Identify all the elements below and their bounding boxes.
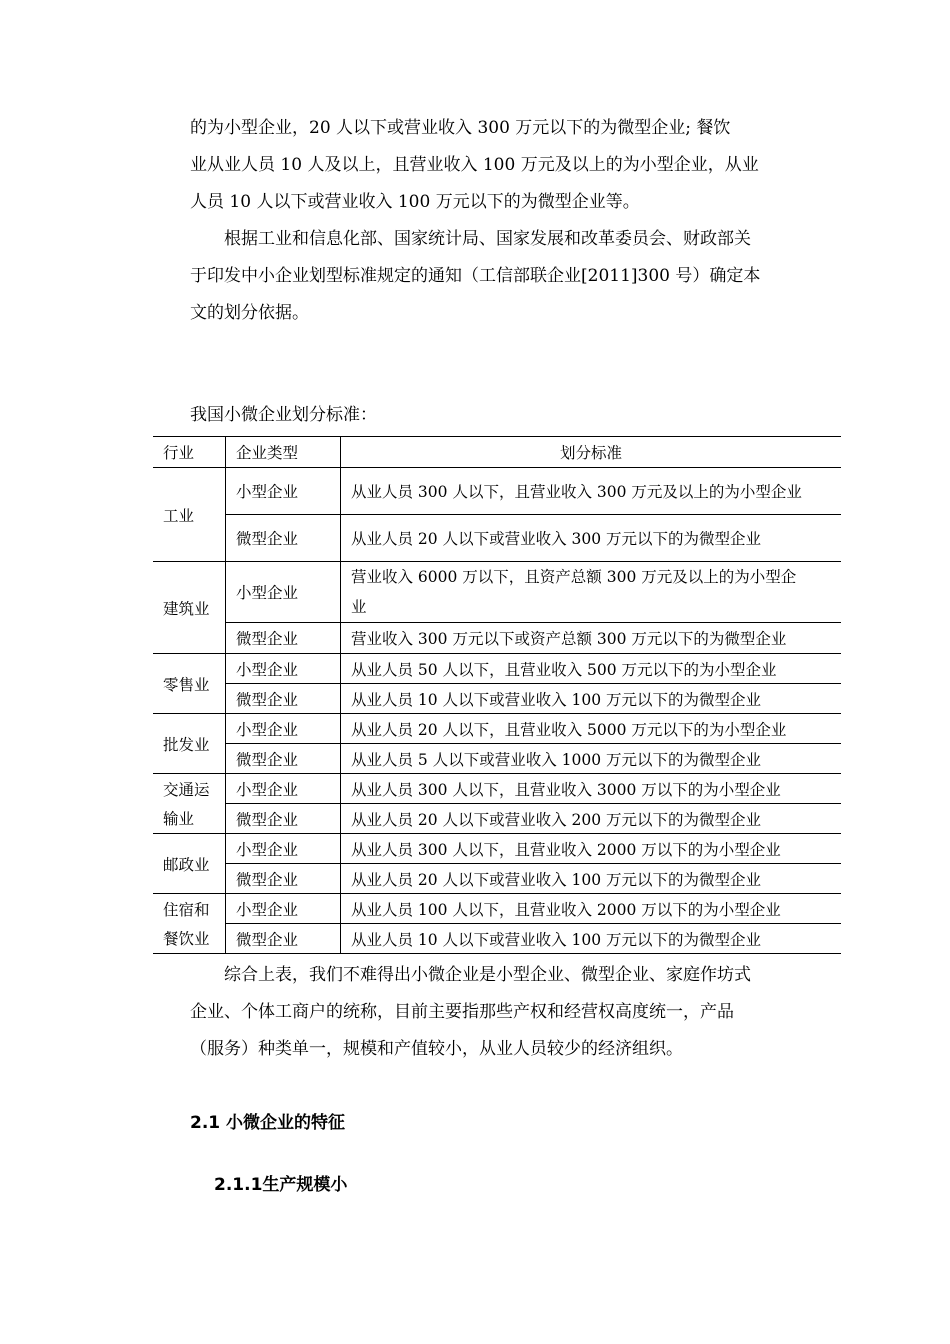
table-row (153, 623, 841, 654)
type-cell: 小型企业 (226, 774, 341, 804)
subsection-heading: 2.1.1生产规模小 (214, 1175, 348, 1195)
type-cell: 微型企业 (226, 804, 341, 834)
type-cell: 微型企业 (226, 744, 341, 774)
header-type: 企业类型 (226, 437, 341, 468)
text-line: 人员 10 人以下或营业收入 100 万元以下的为微型企业等。 (190, 192, 640, 212)
text-line: 业从业人员 10 人及以上，且营业收入 100 万元及以上的为小型企业，从业 (190, 155, 759, 175)
criteria-line: 营业收入 6000 万以下，且资产总额 300 万元及以上的为小型企 (351, 568, 797, 586)
criteria-cell: 营业收入 300 万元以下或资产总额 300 万元以下的为微型企业 (341, 623, 842, 654)
text-line: （服务）种类单一，规模和产值较小，从业人员较少的经济组织。 (190, 1039, 683, 1059)
criteria-cell: 从业人员 300 人以下，且营业收入 3000 万以下的为小型企业 (341, 774, 842, 804)
criteria-cell: 从业人员 20 人以下，且营业收入 5000 万元以下的为小型企业 (341, 714, 842, 744)
summary-paragraph (190, 957, 820, 1068)
industry-cell: 工业 (153, 468, 226, 562)
table-row (153, 864, 841, 894)
criteria-cell: 从业人员 20 人以下或营业收入 300 万元以下的为微型企业 (341, 515, 842, 562)
table-row (153, 894, 841, 924)
table-row (153, 804, 841, 834)
type-cell: 微型企业 (226, 684, 341, 714)
type-cell: 小型企业 (226, 562, 341, 623)
table-row (153, 468, 841, 515)
industry-cell: 住宿和 (153, 894, 226, 924)
type-cell: 小型企业 (226, 654, 341, 684)
type-cell: 微型企业 (226, 864, 341, 894)
section-heading: 2.1 小微企业的特征 (190, 1113, 346, 1133)
table-row (153, 774, 841, 804)
table-header-row (153, 437, 841, 468)
industry-cell: 零售业 (153, 654, 226, 714)
type-cell: 微型企业 (226, 623, 341, 654)
header-criteria: 划分标准 (341, 437, 842, 468)
intro-paragraph (190, 110, 820, 221)
table-row (153, 744, 841, 774)
table-row (153, 515, 841, 562)
type-cell: 微型企业 (226, 515, 341, 562)
industry-cell: 输业 (153, 804, 226, 834)
criteria-cell: 从业人员 20 人以下或营业收入 100 万元以下的为微型企业 (341, 864, 842, 894)
criteria-cell: 从业人员 5 人以下或营业收入 1000 万元以下的为微型企业 (341, 744, 842, 774)
type-cell: 微型企业 (226, 924, 341, 954)
industry-cell: 邮政业 (153, 834, 226, 894)
header-industry: 行业 (153, 437, 226, 468)
criteria-cell: 从业人员 100 人以下，且营业收入 2000 万以下的为小型企业 (341, 894, 842, 924)
text-line: 综合上表，我们不难得出小微企业是小型企业、微型企业、家庭作坊式 (224, 965, 751, 985)
table-row (153, 562, 841, 623)
classification-table (153, 436, 841, 954)
criteria-cell (341, 562, 842, 623)
criteria-cell: 从业人员 300 人以下，且营业收入 2000 万以下的为小型企业 (341, 834, 842, 864)
table-caption: 我国小微企业划分标准： (190, 405, 377, 425)
table-row (153, 714, 841, 744)
type-cell: 小型企业 (226, 834, 341, 864)
text-line: 的为小型企业，20 人以下或营业收入 300 万元以下的为微型企业; 餐饮 (190, 118, 731, 138)
text-line: 企业、个体工商户的统称，目前主要指那些产权和经营权高度统一，产品 (190, 1002, 734, 1022)
type-cell: 小型企业 (226, 894, 341, 924)
table-row (153, 684, 841, 714)
criteria-cell: 从业人员 10 人以下或营业收入 100 万元以下的为微型企业 (341, 924, 842, 954)
criteria-cell: 从业人员 300 人以下，且营业收入 300 万元及以上的为小型企业 (341, 468, 842, 515)
criteria-cell: 从业人员 20 人以下或营业收入 200 万元以下的为微型企业 (341, 804, 842, 834)
criteria-cell: 从业人员 10 人以下或营业收入 100 万元以下的为微型企业 (341, 684, 842, 714)
criteria-line: 业 (351, 598, 367, 616)
type-cell: 小型企业 (226, 468, 341, 515)
industry-cell: 交通运 (153, 774, 226, 804)
text-line: 文的划分依据。 (190, 303, 309, 323)
basis-paragraph (190, 221, 820, 332)
industry-cell: 餐饮业 (153, 924, 226, 954)
industry-cell: 批发业 (153, 714, 226, 774)
table-row (153, 834, 841, 864)
criteria-cell: 从业人员 50 人以下，且营业收入 500 万元以下的为小型企业 (341, 654, 842, 684)
table-row (153, 924, 841, 954)
type-cell: 小型企业 (226, 714, 341, 744)
text-line: 于印发中小企业划型标准规定的通知（工信部联企业[2011]300 号）确定本 (190, 266, 761, 286)
text-line: 根据工业和信息化部、国家统计局、国家发展和改革委员会、财政部关 (224, 229, 751, 249)
industry-cell: 建筑业 (153, 562, 226, 654)
table-row (153, 654, 841, 684)
